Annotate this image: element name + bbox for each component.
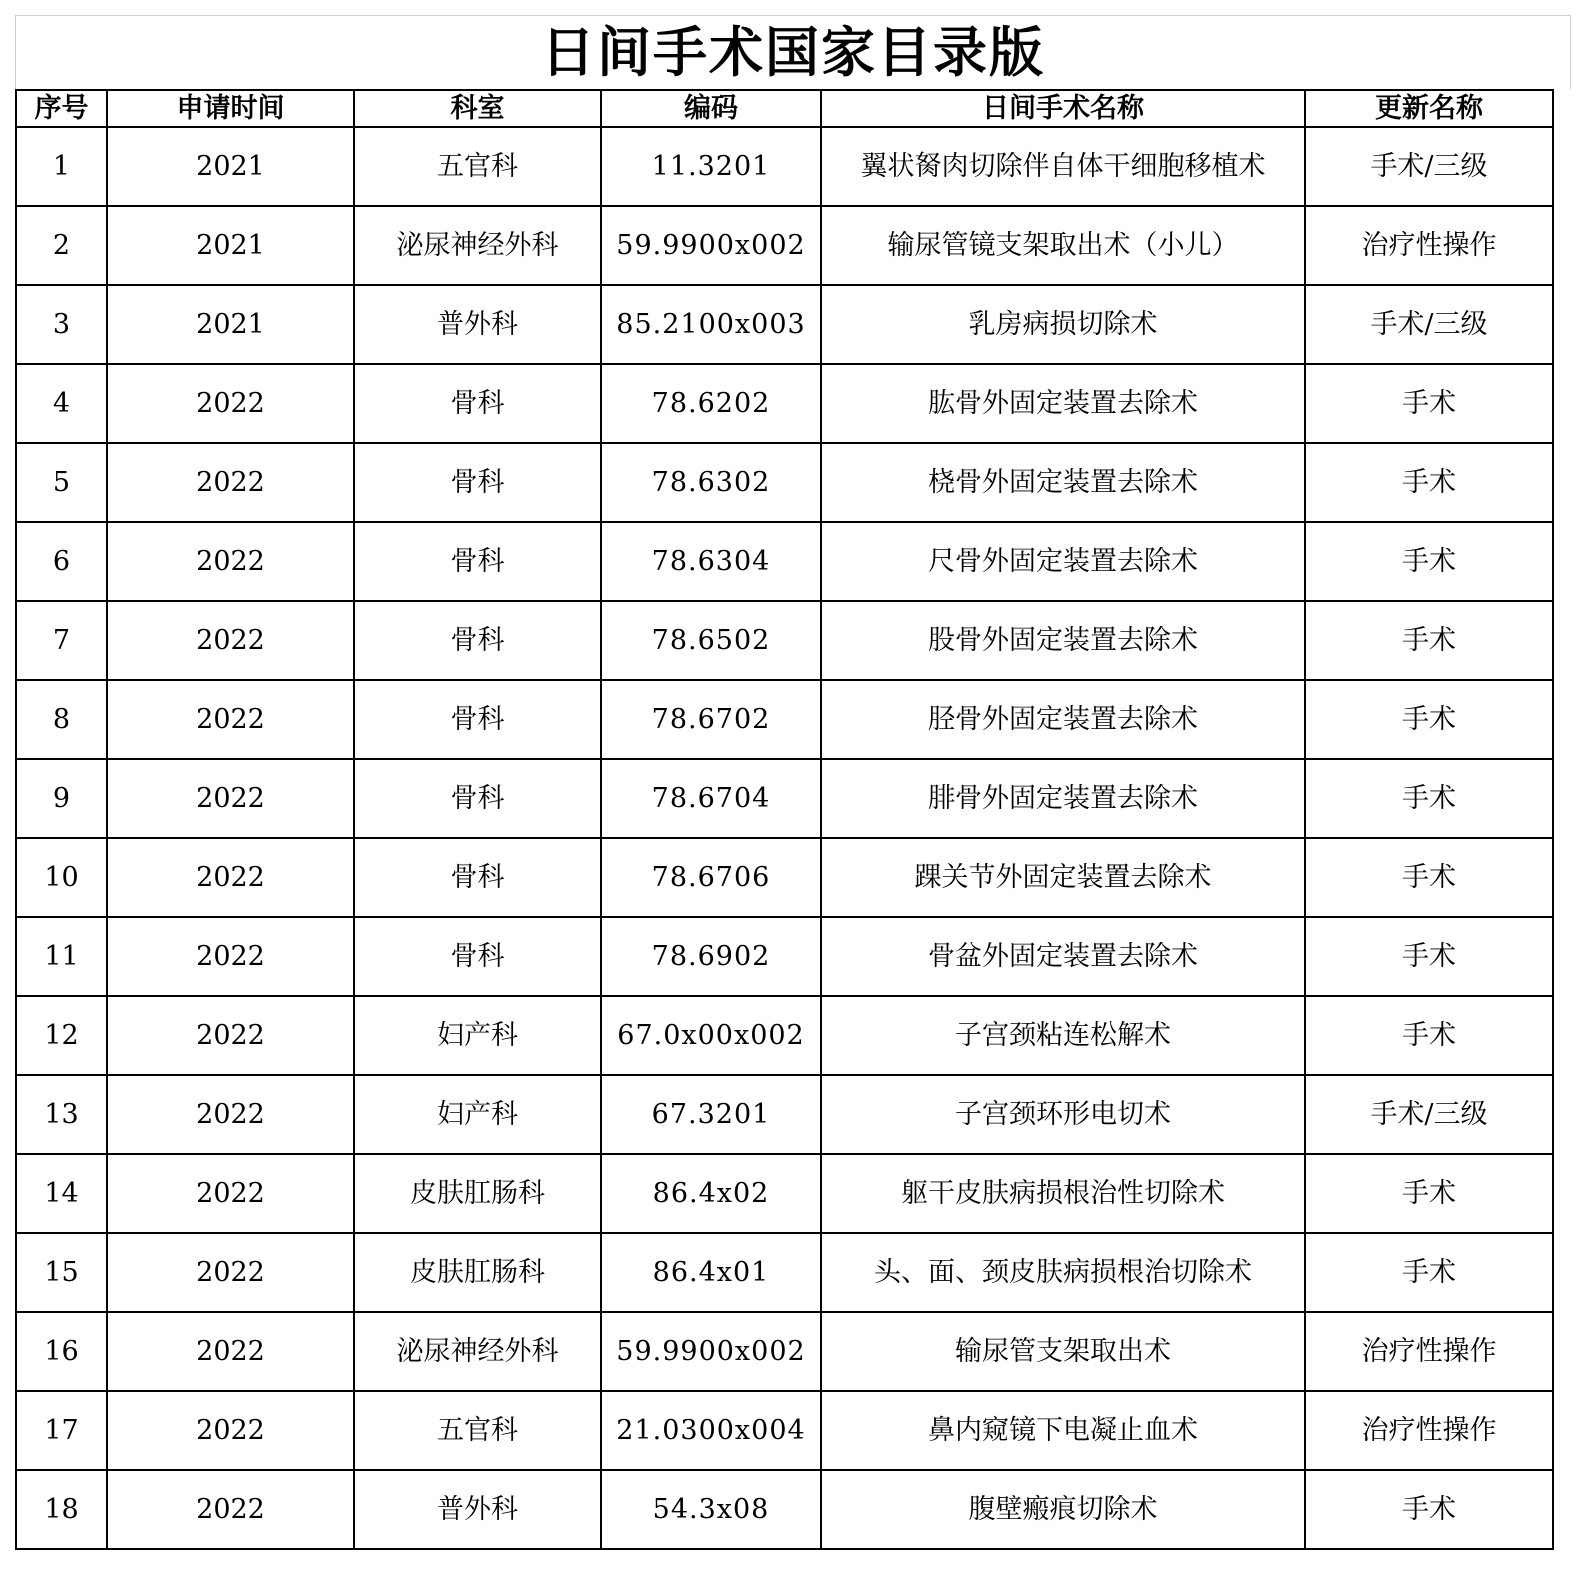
cell-update-name[interactable]: 手术	[1305, 443, 1553, 522]
cell-code[interactable]: 21.0300x004	[601, 1391, 821, 1470]
cell-apply-time[interactable]: 2022	[107, 759, 354, 838]
page-title: 日间手术国家目录版	[541, 20, 1045, 84]
cell-update-name[interactable]: 手术/三级	[1305, 1075, 1553, 1154]
table-row	[16, 759, 1553, 838]
cell-department[interactable]: 泌尿神经外科	[354, 1312, 601, 1391]
cell-apply-time[interactable]: 2022	[107, 1154, 354, 1233]
cell-update-name[interactable]: 治疗性操作	[1305, 1391, 1553, 1470]
cell-code[interactable]: 78.6302	[601, 443, 821, 522]
cell-update-name[interactable]: 手术	[1305, 917, 1553, 996]
cell-code[interactable]: 78.6502	[601, 601, 821, 680]
table-row	[16, 364, 1553, 443]
cell-surgery-name[interactable]: 股骨外固定装置去除术	[821, 601, 1305, 680]
cell-code[interactable]: 67.0x00x002	[601, 996, 821, 1075]
cell-surgery-name[interactable]: 胫骨外固定装置去除术	[821, 680, 1305, 759]
cell-department[interactable]: 骨科	[354, 838, 601, 917]
table-row	[16, 680, 1553, 759]
cell-update-name[interactable]: 治疗性操作	[1305, 1312, 1553, 1391]
cell-department[interactable]: 骨科	[354, 680, 601, 759]
cell-code[interactable]: 59.9900x002	[601, 206, 821, 285]
cell-surgery-name[interactable]: 乳房病损切除术	[821, 285, 1305, 364]
cell-code[interactable]: 11.3201	[601, 127, 821, 206]
cell-department[interactable]: 皮肤肛肠科	[354, 1233, 601, 1312]
cell-surgery-name[interactable]: 肱骨外固定装置去除术	[821, 364, 1305, 443]
table-row	[16, 1391, 1553, 1470]
table-row	[16, 1470, 1553, 1549]
cell-update-name[interactable]: 手术/三级	[1305, 285, 1553, 364]
cell-apply-time[interactable]: 2022	[107, 1391, 354, 1470]
cell-index[interactable]: 3	[16, 285, 107, 364]
header-code[interactable]: 编码	[601, 90, 821, 127]
cell-code[interactable]: 67.3201	[601, 1075, 821, 1154]
header-department[interactable]: 科室	[354, 90, 601, 127]
cell-update-name[interactable]: 手术	[1305, 522, 1553, 601]
cell-surgery-name[interactable]: 躯干皮肤病损根治性切除术	[821, 1154, 1305, 1233]
table-row	[16, 601, 1553, 680]
surgery-table	[15, 89, 1554, 1550]
table-row	[16, 1154, 1553, 1233]
cell-surgery-name[interactable]: 踝关节外固定装置去除术	[821, 838, 1305, 917]
cell-apply-time[interactable]: 2022	[107, 1075, 354, 1154]
table-row	[16, 996, 1553, 1075]
cell-department[interactable]: 骨科	[354, 364, 601, 443]
table-body	[16, 127, 1553, 1549]
cell-index[interactable]: 5	[16, 443, 107, 522]
cell-surgery-name[interactable]: 腹壁瘢痕切除术	[821, 1470, 1305, 1549]
cell-code[interactable]: 78.6702	[601, 680, 821, 759]
cell-apply-time[interactable]: 2022	[107, 1233, 354, 1312]
cell-apply-time[interactable]: 2022	[107, 838, 354, 917]
cell-update-name[interactable]: 手术	[1305, 601, 1553, 680]
cell-code[interactable]: 86.4x02	[601, 1154, 821, 1233]
table-row	[16, 1075, 1553, 1154]
cell-department[interactable]: 骨科	[354, 917, 601, 996]
cell-update-name[interactable]: 手术	[1305, 996, 1553, 1075]
cell-department[interactable]: 五官科	[354, 127, 601, 206]
cell-code[interactable]: 78.6704	[601, 759, 821, 838]
cell-index[interactable]: 9	[16, 759, 107, 838]
cell-update-name[interactable]: 手术/三级	[1305, 127, 1553, 206]
cell-department[interactable]: 普外科	[354, 285, 601, 364]
cell-index[interactable]: 17	[16, 1391, 107, 1470]
table-row	[16, 1312, 1553, 1391]
cell-index[interactable]: 18	[16, 1470, 107, 1549]
cell-update-name[interactable]: 手术	[1305, 1233, 1553, 1312]
cell-department[interactable]: 五官科	[354, 1391, 601, 1470]
cell-surgery-name[interactable]: 输尿管支架取出术	[821, 1312, 1305, 1391]
cell-department[interactable]: 普外科	[354, 1470, 601, 1549]
cell-code[interactable]: 59.9900x002	[601, 1312, 821, 1391]
cell-update-name[interactable]: 手术	[1305, 1154, 1553, 1233]
cell-surgery-name[interactable]: 鼻内窥镜下电凝止血术	[821, 1391, 1305, 1470]
cell-apply-time[interactable]: 2021	[107, 127, 354, 206]
cell-surgery-name[interactable]: 桡骨外固定装置去除术	[821, 443, 1305, 522]
cell-update-name[interactable]: 手术	[1305, 680, 1553, 759]
cell-surgery-name[interactable]: 尺骨外固定装置去除术	[821, 522, 1305, 601]
cell-department[interactable]: 妇产科	[354, 996, 601, 1075]
title-cell[interactable]	[15, 15, 1571, 89]
cell-update-name[interactable]: 手术	[1305, 1470, 1553, 1549]
cell-update-name[interactable]: 手术	[1305, 759, 1553, 838]
cell-index[interactable]: 7	[16, 601, 107, 680]
cell-update-name[interactable]: 治疗性操作	[1305, 206, 1553, 285]
cell-surgery-name[interactable]: 子宫颈粘连松解术	[821, 996, 1305, 1075]
cell-surgery-name[interactable]: 腓骨外固定装置去除术	[821, 759, 1305, 838]
cell-apply-time[interactable]: 2022	[107, 917, 354, 996]
table-row	[16, 206, 1553, 285]
table-row	[16, 1233, 1553, 1312]
cell-surgery-name[interactable]: 翼状胬肉切除伴自体干细胞移植术	[821, 127, 1305, 206]
cell-apply-time[interactable]: 2022	[107, 522, 354, 601]
cell-index[interactable]: 11	[16, 917, 107, 996]
cell-department[interactable]: 骨科	[354, 443, 601, 522]
table-row	[16, 285, 1553, 364]
cell-apply-time[interactable]: 2022	[107, 601, 354, 680]
cell-department[interactable]: 妇产科	[354, 1075, 601, 1154]
table-row	[16, 443, 1553, 522]
cell-index[interactable]: 13	[16, 1075, 107, 1154]
cell-code[interactable]: 85.2100x003	[601, 285, 821, 364]
cell-index[interactable]: 15	[16, 1233, 107, 1312]
cell-surgery-name[interactable]: 子宫颈环形电切术	[821, 1075, 1305, 1154]
cell-code[interactable]: 78.6902	[601, 917, 821, 996]
table-row	[16, 522, 1553, 601]
cell-code[interactable]: 78.6202	[601, 364, 821, 443]
cell-update-name[interactable]: 手术	[1305, 838, 1553, 917]
cell-code[interactable]: 78.6304	[601, 522, 821, 601]
cell-index[interactable]: 16	[16, 1312, 107, 1391]
cell-apply-time[interactable]: 2022	[107, 1312, 354, 1391]
cell-surgery-name[interactable]: 骨盆外固定装置去除术	[821, 917, 1305, 996]
cell-apply-time[interactable]: 2022	[107, 1470, 354, 1549]
cell-department[interactable]: 皮肤肛肠科	[354, 1154, 601, 1233]
cell-apply-time[interactable]: 2021	[107, 285, 354, 364]
cell-index[interactable]: 6	[16, 522, 107, 601]
cell-index[interactable]: 2	[16, 206, 107, 285]
cell-surgery-name[interactable]: 输尿管镜支架取出术（小儿）	[821, 206, 1305, 285]
cell-code[interactable]: 86.4x01	[601, 1233, 821, 1312]
cell-apply-time[interactable]: 2021	[107, 206, 354, 285]
cell-update-name[interactable]: 手术	[1305, 364, 1553, 443]
cell-index[interactable]: 8	[16, 680, 107, 759]
header-index[interactable]: 序号	[16, 90, 107, 127]
cell-department[interactable]: 泌尿神经外科	[354, 206, 601, 285]
cell-department[interactable]: 骨科	[354, 601, 601, 680]
cell-apply-time[interactable]: 2022	[107, 364, 354, 443]
table-row	[16, 127, 1553, 206]
cell-department[interactable]: 骨科	[354, 522, 601, 601]
cell-apply-time[interactable]: 2022	[107, 443, 354, 522]
header-update-name[interactable]: 更新名称	[1305, 90, 1553, 127]
cell-index[interactable]: 10	[16, 838, 107, 917]
cell-surgery-name[interactable]: 头、面、颈皮肤病损根治切除术	[821, 1233, 1305, 1312]
table-row	[16, 917, 1553, 996]
header-row	[16, 90, 1553, 127]
table-row	[16, 838, 1553, 917]
cell-index[interactable]: 14	[16, 1154, 107, 1233]
spreadsheet	[15, 15, 1571, 1550]
cell-code[interactable]: 78.6706	[601, 838, 821, 917]
cell-apply-time[interactable]: 2022	[107, 680, 354, 759]
cell-apply-time[interactable]: 2022	[107, 996, 354, 1075]
cell-code[interactable]: 54.3x08	[601, 1470, 821, 1549]
cell-department[interactable]: 骨科	[354, 759, 601, 838]
header-apply-time[interactable]: 申请时间	[107, 90, 354, 127]
header-surgery-name[interactable]: 日间手术名称	[821, 90, 1305, 127]
cell-index[interactable]: 12	[16, 996, 107, 1075]
cell-index[interactable]: 4	[16, 364, 107, 443]
cell-index[interactable]: 1	[16, 127, 107, 206]
